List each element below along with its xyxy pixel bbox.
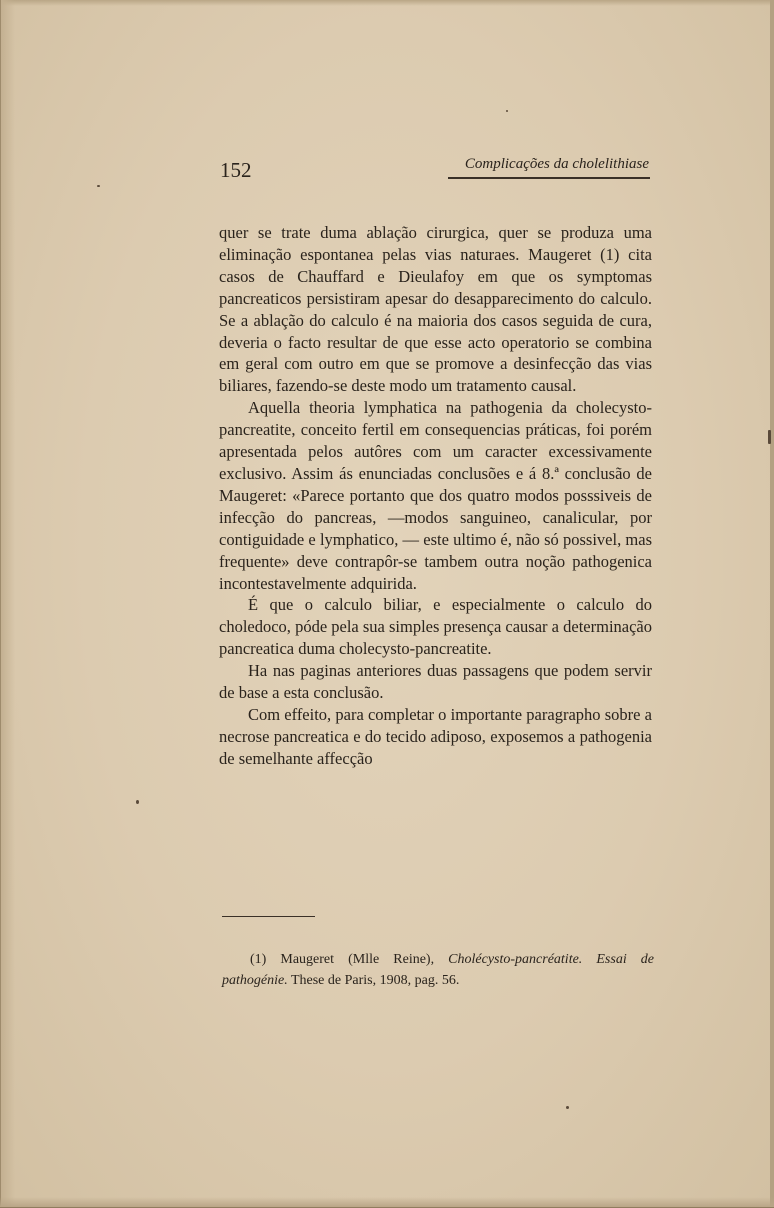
page-top-edge (0, 0, 774, 6)
paragraph-2: Aquella theoria lymphatica na pathogenia da cholecysto-pancreatite, conceito fertil em consequencias práticas, foi porém apresentada pelos autôres com um caracter excessivamente exclusivo. Assim ás enunciadas conclusões e á 8.ª conclusão de Maugeret: «Parece portanto que dos quatro modos posssiveis de infecção do pancreas, —modos sanguineo, canalicular, por contiguidade e lymphatico, — este ultimo é, não só possivel, mas frequente» deve contrapôr-se tambem outra noção pathogenica incontestavelmente adquirida. (219, 398, 652, 593)
running-title: Complicações da cholelithiase (464, 156, 649, 172)
footnote-source: These de Paris, 1908, pag. 56. (287, 973, 460, 988)
paragraph-4: Ha nas paginas anteriores duas passagens que podem servir de base a esta conclusão. (219, 661, 652, 703)
paragraph-1: quer se trate duma ablação cirurgica, quer se produza uma eliminação espontanea pelas vias naturaes. Maugeret (1) cita casos de Chauffard e Dieulafoy em que os symptomas pancreaticos persistiram apesar do desapparecimento do calculo. Se a ablação do calculo é na maioria dos casos seguida de cura, deveria o facto resultar de que esse acto operatorio se combina em geral com outro em que se promove a desinfecção das vias biliares, fazendo-se deste modo um tratamento causal. (219, 223, 652, 396)
paper-speck (506, 110, 508, 112)
paper-speck (97, 185, 100, 187)
page-right-edge (770, 0, 774, 1208)
page-number: 152 (220, 158, 252, 182)
paragraph-3: É que o calculo biliar, e especialmente o calculo do choledoco, póde pela sua simples presença causar a determinação pancreatica duma cholecysto-pancreatite. (219, 595, 652, 659)
header-rule (448, 177, 650, 179)
paper-speck (768, 430, 771, 444)
page-bottom-edge (0, 1197, 774, 1208)
body-text (219, 222, 652, 770)
paper-speck (566, 1106, 569, 1109)
footnote-author: (1) Maugeret (Mlle Reine), (250, 952, 449, 967)
footnote-rule (222, 916, 315, 917)
footnote (222, 949, 654, 991)
footnote-title: Cholécysto-pancréatite. Essai de pathogénie. (222, 952, 654, 988)
paragraph-5: Com effeito, para completar o importante paragrapho sobre a necrose pancreatica e do tecido adiposo, exposemos a pathogenia de semelhante affecção (219, 704, 652, 768)
page-left-edge (0, 0, 15, 1208)
paper-speck (136, 800, 139, 804)
page-header (220, 150, 650, 182)
